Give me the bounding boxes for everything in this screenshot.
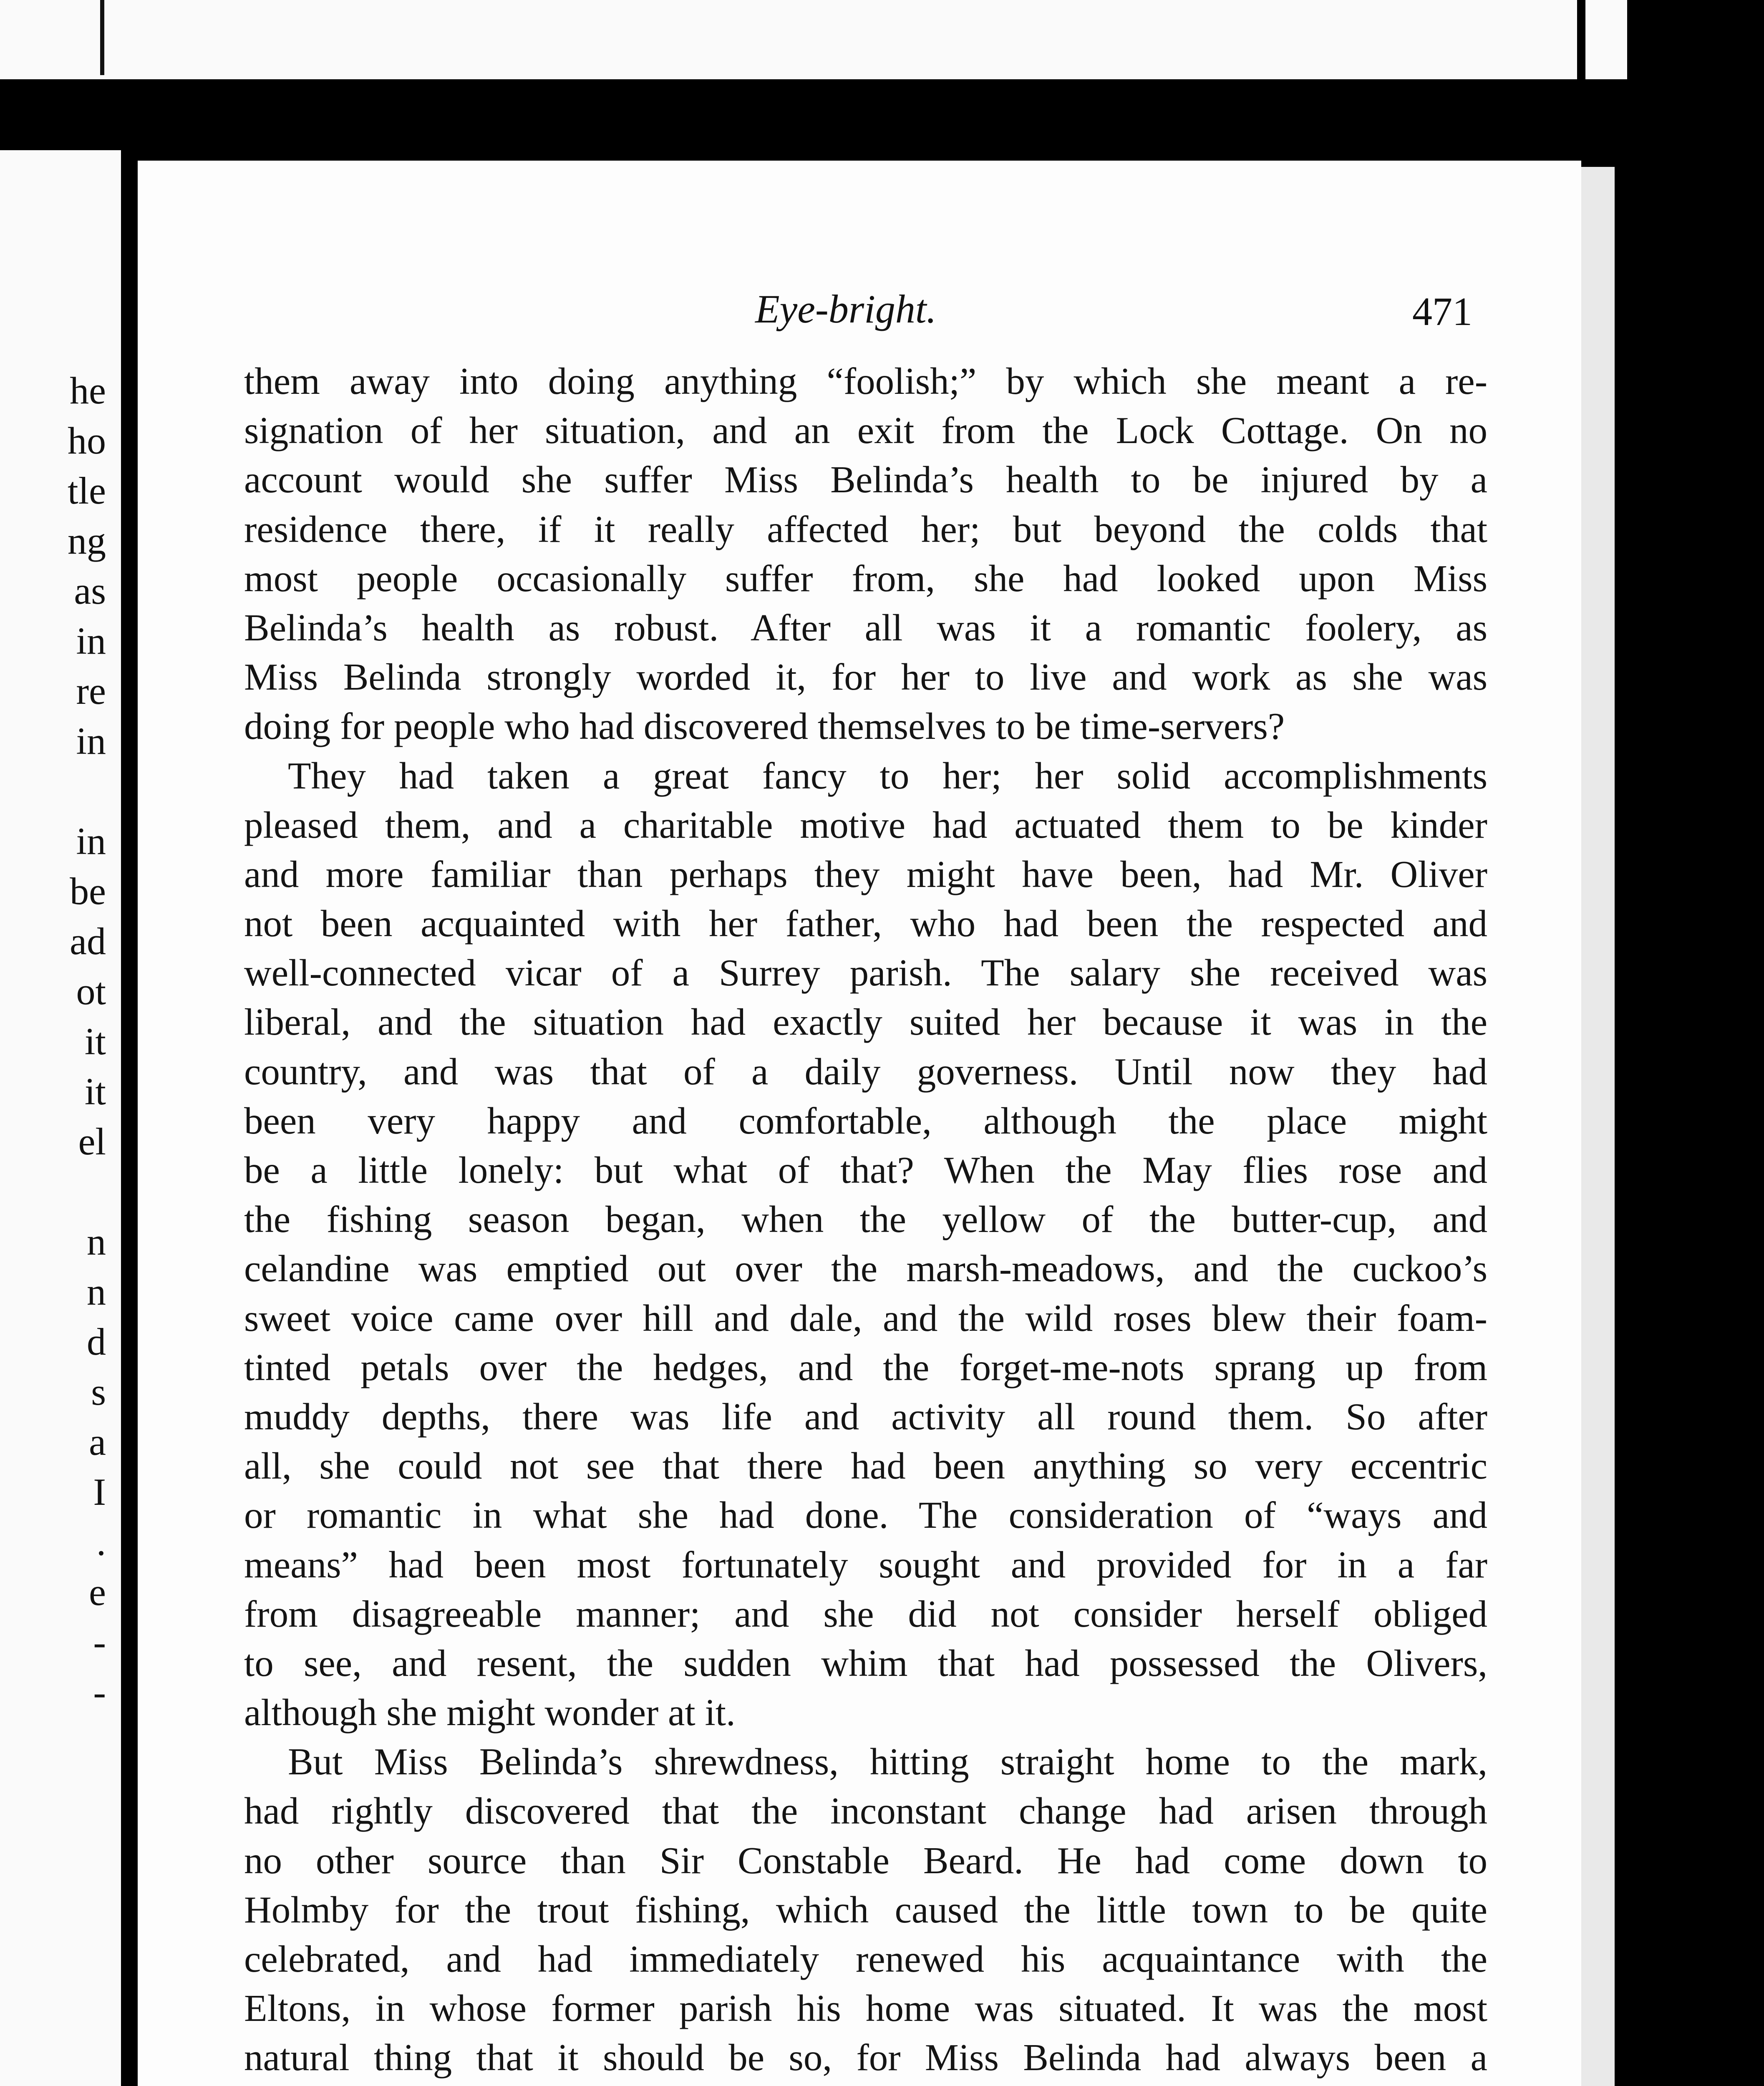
previous-page-text-fragment: it [84,1020,106,1063]
previous-page-text-fragment: ot [76,970,106,1013]
text-line: well-connected vicar of a Surrey parish. The salary she received was [244,952,1487,994]
previous-page-text-fragment: be [70,870,106,912]
previous-page-text-fragment: n [87,1270,106,1313]
text-line: not been acquainted with her father, who had been the respected and [244,902,1487,945]
body-text [244,357,1487,2086]
previous-page-text-fragment: - [93,1621,106,1663]
previous-page-text-fragment: d [87,1320,106,1363]
top-right-page-edge [1585,0,1627,79]
text-line: residence there, if it really affected her; but beyond the colds that [244,508,1487,550]
text-line: They had taken a great fancy to her; her solid accomplishments [288,754,1487,797]
running-head: Eye-bright. [755,287,937,331]
text-line: pleased them, and a charitable motive had actuated them to be kinder [244,804,1487,846]
previous-page-text-fragment: in [76,820,106,862]
text-line: doing for people who had discovered themselves to be time-servers? [244,705,1285,748]
previous-page-text-fragment: el [78,1120,106,1163]
text-line: from disagreeable manner; and she did not consider herself obliged [244,1592,1487,1635]
text-line: tinted petals over the hedges, and the forget-me-nots sprang up from [244,1346,1487,1388]
text-line: Eltons, in whose former parish his home was situated. It was the most [244,1987,1487,2030]
page-number: 471 [1412,289,1472,334]
previous-page-text-fragment: ho [68,419,106,462]
text-line: or romantic in what she had done. The consideration of “ways and [244,1494,1487,1537]
previous-page-text-fragment: - [93,1671,106,1713]
text-line: Belinda’s health as robust. After all was it a romantic foolery, as [244,606,1487,649]
previous-page-text-fragment: re [76,670,106,712]
text-line: the fishing season began, when the yellow of the butter-cup, and [244,1198,1487,1241]
text-line [244,2083,1487,2086]
text-line: most people occasionally suffer from, she had looked upon Miss [244,557,1487,600]
previous-page-text-fragment: as [74,569,106,612]
previous-page-text-fragment: ad [70,920,106,962]
previous-page-text-fragment: s [91,1371,106,1413]
text-line: be a little lonely: but what of that? When the May flies rose and [244,1149,1487,1191]
text-line: to see, and resent, the sudden whim that had possessed the Olivers, [244,1642,1487,1684]
previous-page-text-fragment: . [96,1521,106,1563]
top-page-edge [0,0,1577,79]
text-line: had rightly discovered that the inconstant change had arisen through [244,1790,1487,1832]
text-line: Holmby for the trout fishing, which caused the little town to be quite [244,1888,1487,1931]
text-line: account would she suffer Miss Belinda’s health to be injured by a [244,459,1487,501]
text-line: them away into doing anything “foolish;” by which she meant a re- [244,360,1487,402]
previous-page-text-fragment: it [84,1070,106,1113]
previous-page-text-fragment: I [93,1471,106,1513]
top-page-rule [100,0,104,75]
text-line: means” had been most fortunately sought and provided for in a far [244,1543,1487,1586]
text-line: all, she could not see that there had been anything so very eccentric [244,1445,1487,1487]
text-line: country, and was that of a daily governess. Until now they had [244,1050,1487,1093]
text-line: liberal, and the situation had exactly suited her because it was in the [244,1001,1487,1043]
text-line: muddy depths, there was life and activity all round them. So after [244,1395,1487,1438]
text-line: Miss Belinda strongly worded it, for her to live and work as she was [244,656,1487,698]
previous-page-text-fragment: he [70,369,106,412]
text-line: been very happy and comfortable, although the place might [244,1099,1487,1142]
previous-page-strip [0,150,121,2086]
book-page [138,161,1581,2086]
previous-page-text-fragment: in [76,620,106,662]
previous-page-text-fragment: in [76,720,106,762]
text-line: celandine was emptied out over the marsh-meadows, and the cuckoo’s [244,1247,1487,1290]
text-line: no other source than Sir Constable Beard. He had come down to [244,1839,1487,1882]
previous-page-text-fragment: ng [68,519,106,562]
previous-page-text-fragment: e [89,1571,106,1613]
text-line: and more familiar than perhaps they might have been, had Mr. Oliver [244,853,1487,895]
previous-page-text-fragment: n [87,1220,106,1263]
page-header [138,286,1581,344]
text-line: But Miss Belinda’s shrewdness, hitting straight home to the mark, [288,1741,1487,1783]
page-right-edge [1581,167,1615,2086]
previous-page-text-fragment: tle [68,469,106,512]
text-line: natural thing that it should be so, for Miss Belinda had always been a [244,2036,1487,2079]
text-line: although she might wonder at it. [244,1691,736,1734]
text-line: celebrated, and had immediately renewed his acquaintance with the [244,1938,1487,1980]
previous-page-text-fragment: a [89,1421,106,1463]
text-line: signation of her situation, and an exit from the Lock Cottage. On no [244,409,1487,452]
text-line: sweet voice came over hill and dale, and the wild roses blew their foam- [244,1297,1487,1339]
